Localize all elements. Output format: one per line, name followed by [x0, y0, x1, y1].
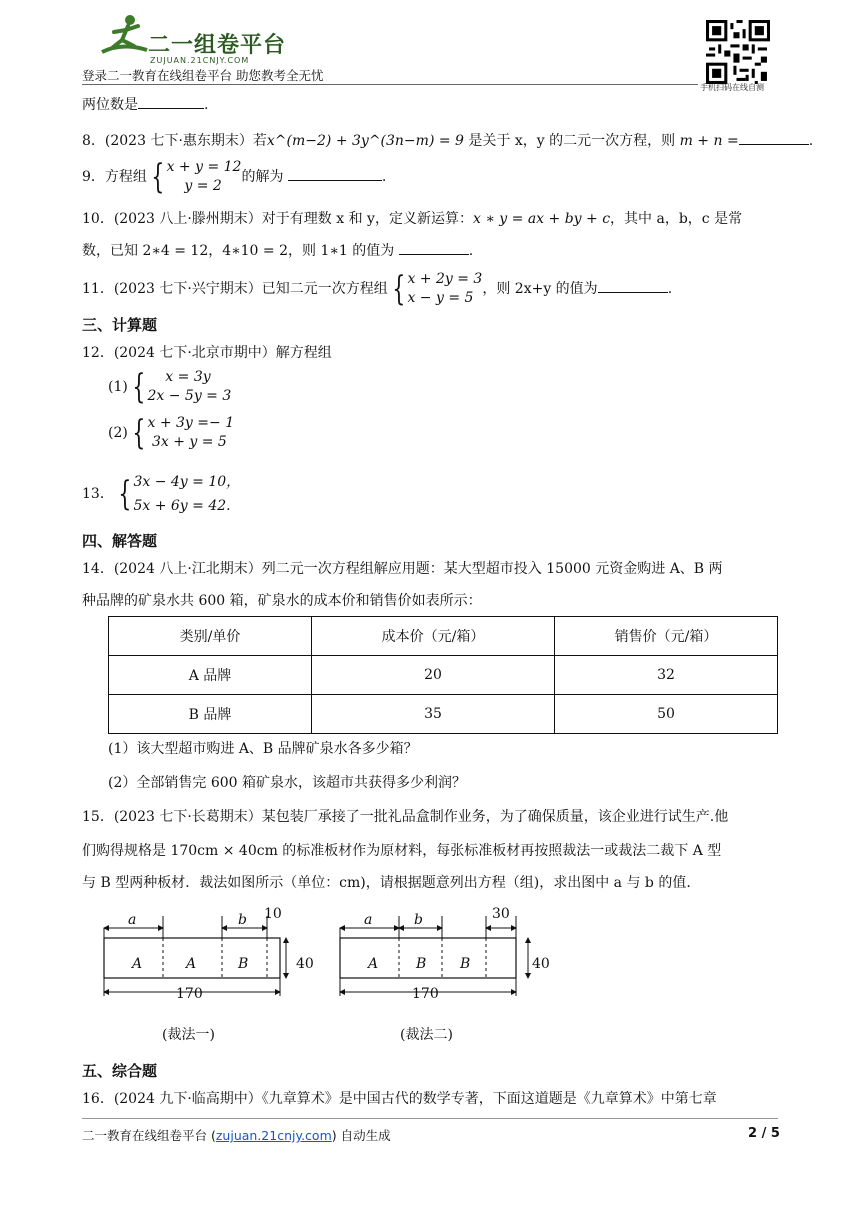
cell-label: A [132, 956, 143, 972]
cell-label: B [416, 956, 427, 972]
dim-label-b: b [414, 912, 423, 928]
dim-label-a: a [364, 912, 373, 928]
dim-label-b: b [238, 912, 247, 928]
question-15-line3: 与 B 型两种板材．裁法如图所示（单位：cm)，请根据题意列出方程（组)，求出图中 a 与 b 的值. [82, 875, 691, 891]
table-header: 类别/单价 [109, 617, 312, 656]
text-line: 两位数是 . [82, 94, 208, 114]
table-cell: 32 [555, 656, 778, 695]
question-10-line1 [82, 208, 742, 228]
text: ，其中 a，b，c 是常 [610, 211, 743, 227]
equation: x + y = 12 [166, 159, 242, 175]
table-row [109, 656, 778, 695]
logo-text: 二一组卷平台 [148, 33, 287, 58]
question-9: 9．方程组 { x + y = 12 y = 2的解为 . [82, 157, 387, 197]
price-table [108, 616, 778, 734]
answer-blank[interactable] [399, 240, 469, 255]
equation-system [133, 470, 240, 518]
cell-label: A [368, 956, 379, 972]
question-12-part2 [108, 414, 234, 452]
question-15-line1: 15．(2023 七下·长葛期末）某包装厂承接了一批礼品盒制作业务，为了确保质量，该企业进行试生产.他 [82, 809, 729, 825]
table-cell: 20 [312, 656, 555, 695]
equation: x^(m−2) + 3y^(3n−m) = 9 [266, 133, 464, 149]
equation-system [147, 414, 234, 452]
dim-label-waste: 10 [264, 906, 282, 922]
footer [82, 1126, 391, 1144]
logo-subtext: ZUJUAN.21CNJY.COM [150, 56, 250, 65]
table-header: 销售价（元/箱） [555, 617, 778, 656]
equation: x + 2y = 3 [407, 271, 483, 287]
question-10-line2: 数，已知 2∗4 = 12，4∗10 = 2，则 1∗1 的值为 . [82, 240, 473, 260]
equation: x + 3y =− 1 [147, 415, 235, 431]
answer-blank[interactable] [739, 130, 809, 145]
header-tagline: 登录二一教育在线组卷平台 助您教考全无忧 [82, 68, 324, 83]
table-header: 成本价（元/箱） [312, 617, 555, 656]
equation: m + n = [679, 133, 739, 149]
equation: x = 3y [165, 369, 211, 385]
dim-label-length: 170 [412, 986, 439, 1002]
text: 13． [82, 486, 114, 502]
table-header-row [109, 617, 778, 656]
equation: 3x − 4y = 10， [133, 474, 241, 490]
equation: x ∗ y = ax + by + c [472, 211, 611, 227]
answer-blank[interactable] [598, 278, 668, 293]
text: 是关于 x，y 的二元一次方程，则 [468, 133, 676, 149]
question-14-part1: (1）该大型超市购进 A、B 品牌矿泉水各多少箱？ [108, 741, 418, 757]
answer-blank[interactable] [138, 94, 204, 109]
text: 的解为 [241, 169, 284, 185]
equation: 5x + 6y = 42. [133, 498, 231, 514]
text: 两位数是 [82, 97, 138, 113]
equation: x − y = 5 [407, 290, 474, 306]
section-title: 三、计算题 [82, 316, 158, 334]
text: 9．方程组 [82, 169, 147, 185]
table-cell: A 品牌 [109, 656, 312, 695]
question-15-line2: 们购得规格是 170cm × 40cm 的标准板材作为原材料，每张标准板材再按照裁法一或裁法二裁下 A 型 [82, 843, 722, 859]
header-divider [82, 84, 698, 85]
table-cell: 50 [555, 695, 778, 734]
cell-label: A [186, 956, 197, 972]
table-cell: B 品牌 [109, 695, 312, 734]
footer-link[interactable]: zujuan.21cnjy.com [215, 1128, 332, 1143]
text: 8．(2023 七下·惠东期末）若 [82, 133, 267, 149]
text: 数，已知 2∗4 = 12，4∗10 = 2，则 1∗1 的值为 [82, 243, 395, 259]
table-cell: 35 [312, 695, 555, 734]
qr-code-icon[interactable] [706, 20, 770, 84]
question-16: 16．(2024 九下·临高期中）《九章算术》是中国古代的数学专著，下面这道题是《九章算术》中第七章 [82, 1091, 717, 1107]
caption-method-1: (裁法一) [162, 1027, 215, 1043]
text: (2) [108, 425, 128, 441]
question-14-line1: 14．(2024 八上·江北期末）列二元一次方程组解应用题：某大型超市投入 15000 元资金购进 A、B 两 [82, 561, 723, 577]
qr-caption: 手机扫码在线自测 [700, 83, 764, 92]
text: 10．(2023 八上·滕州期末）对于有理数 x 和 y，定义新运算： [82, 211, 473, 227]
dim-label-waste: 30 [492, 906, 510, 922]
brace: { [151, 157, 165, 197]
equation-system [407, 270, 482, 308]
cell-label: B [238, 956, 249, 972]
equation-system [167, 158, 242, 196]
question-8: 8．(2023 七下·惠东期末）若x^(m−2) + 3y^(3n−m) = 9 是关于 x，y 的二元一次方程，则 m + n = . [82, 130, 813, 150]
table-row [109, 695, 778, 734]
caption-method-2: (裁法二) [400, 1027, 453, 1043]
equation-system [147, 368, 231, 406]
brace: { [132, 367, 146, 407]
dim-label-length: 170 [176, 986, 203, 1002]
brace: { [392, 269, 406, 309]
section-title: 四、解答题 [82, 532, 158, 550]
question-14-line2: 种品牌的矿泉水共 600 箱，矿泉水的成本价和销售价如表所示： [82, 593, 482, 609]
footer-text: ) 自动生成 [331, 1128, 391, 1143]
text: 11．(2023 七下·兴宁期末）已知二元一次方程组 [82, 281, 388, 297]
brace: { [118, 474, 132, 514]
equation: 2x − 5y = 3 [147, 388, 232, 404]
text: ，则 2x+y 的值为 [482, 281, 598, 297]
brace: { [132, 413, 146, 453]
section-title: 五、综合题 [82, 1062, 158, 1080]
question-12-part1 [108, 368, 231, 406]
dim-label-a: a [128, 912, 137, 928]
answer-blank[interactable] [288, 166, 382, 181]
page-number: 2 / 5 [748, 1126, 780, 1141]
footer-text: 二一教育在线组卷平台 ( [82, 1128, 216, 1143]
equation: y = 2 [184, 178, 222, 194]
dim-label-height: 40 [532, 956, 550, 972]
equation: 3x + y = 5 [151, 434, 227, 450]
cell-label: B [460, 956, 471, 972]
dim-label-height: 40 [296, 956, 314, 972]
question-13 [82, 470, 240, 518]
question-14-part2: (2）全部销售完 600 箱矿泉水，该超市共获得多少利润？ [108, 775, 466, 791]
footer-divider [82, 1118, 778, 1119]
question-11: 11．(2023 七下·兴宁期末）已知二元一次方程组 { x + 2y = 3 x − y = 5，则 2x+y 的值为 . [82, 269, 673, 309]
text: (1) [108, 379, 128, 395]
question-12: 12．(2024 七下·北京市期中）解方程组 [82, 345, 332, 361]
